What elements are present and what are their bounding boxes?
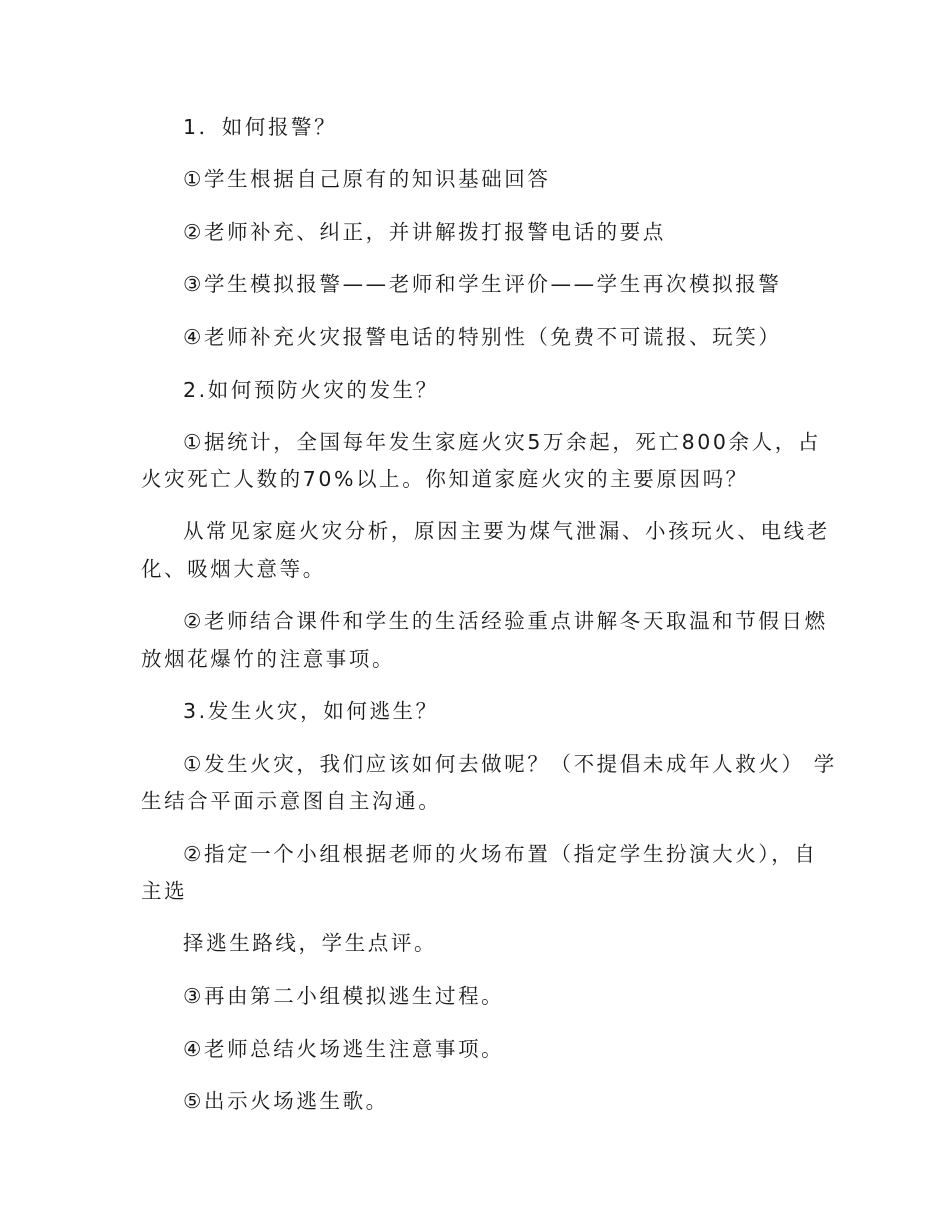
- paragraph-line: 放烟花爆竹的注意事项。: [141, 647, 396, 671]
- heading-prevent-fire: 2.如何预防火灾的发生？: [183, 378, 439, 402]
- paragraph-line: ①学生根据自己原有的知识基础回答: [183, 167, 551, 191]
- paragraph-line: ②指定一个小组根据老师的火场布置（指定学生扮演大火），自: [183, 842, 818, 866]
- paragraph-line: ①据统计，全国每年发生家庭火灾5万余起，死亡800余人，占: [183, 430, 821, 454]
- paragraph-line: ②老师结合课件和学生的生活经验重点讲解冬天取温和节假日燃: [183, 609, 828, 633]
- paragraph-line: ③学生模拟报警——老师和学生评价——学生再次模拟报警: [183, 272, 782, 296]
- paragraph-line: ③再由第二小组模拟逃生过程。: [183, 984, 505, 1008]
- paragraph-line: 择逃生路线，学生点评。: [183, 931, 438, 955]
- heading-escape-fire: 3.发生火灾，如何逃生？: [183, 699, 439, 723]
- paragraph-line: ②老师补充、纠正，并讲解拨打报警电话的要点: [183, 220, 666, 244]
- paragraph-line: 从常见家庭火灾分析，原因主要为煤气泄漏、小孩玩火、电线老: [183, 519, 830, 543]
- paragraph-line: ④老师补充火灾报警电话的特别性（免费不可谎报、玩笑）: [183, 325, 782, 349]
- paragraph-line: 主选: [141, 879, 188, 903]
- paragraph-line: ⑤出示火场逃生歌。: [183, 1089, 389, 1113]
- paragraph-line: 生结合平面示意图自主沟通。: [141, 789, 442, 813]
- paragraph-line: 火灾死亡人数的70%以上。你知道家庭火灾的主要原因吗？: [141, 467, 749, 491]
- heading-how-to-report: 1．如何报警？: [183, 115, 338, 139]
- paragraph-line: ④老师总结火场逃生注意事项。: [183, 1037, 505, 1061]
- paragraph-line: ①发生火灾，我们应该如何去做呢？（不提倡未成年人救火） 学: [183, 752, 837, 776]
- paragraph-line: 化、吸烟大意等。: [141, 557, 326, 581]
